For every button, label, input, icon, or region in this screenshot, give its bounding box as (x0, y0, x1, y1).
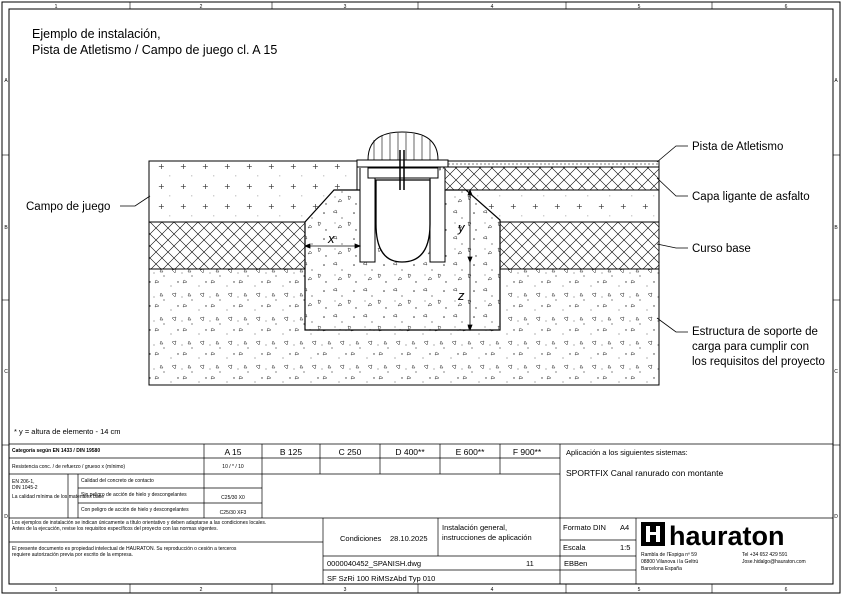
norm-label-1: EN 206-1, (12, 479, 35, 485)
sub-row-value: C25/30 X0 (221, 495, 245, 501)
description-line2: instrucciones de aplicación (442, 533, 532, 542)
row-letter: B (834, 225, 838, 231)
footnote: * y = altura de elemento - 14 cm (14, 427, 121, 436)
class-b125: B 125 (279, 447, 303, 457)
row-letter: B (4, 225, 8, 231)
sub-row-label: Con peligro de acción de hielo y descongelantes (81, 507, 189, 513)
col-num: 1 (54, 587, 58, 593)
description-line1: Instalación general, (442, 523, 508, 532)
col-num: 3 (343, 587, 347, 593)
company-name: hauraton (669, 521, 785, 551)
row-letter: C (4, 369, 8, 375)
col-num: 2 (199, 587, 203, 593)
channel-top-frame (368, 168, 438, 178)
callout-structure-line1: Estructura de soporte de (692, 326, 818, 338)
norm-label-2: DIN 1045-2 (12, 485, 38, 491)
strength-row-value: 10 / * / 10 (222, 464, 244, 470)
dim-x-label: x (328, 231, 335, 246)
row-letter: D (4, 514, 8, 520)
row-letter: A (4, 78, 8, 84)
disclaimer-line: Antes de la ejecución, revise los requisitos específicos del proyecto con las normas vigentes. (12, 526, 218, 532)
hauraton-logo (641, 521, 785, 551)
escala-label: Escala (563, 543, 586, 552)
col-num: 2 (199, 4, 203, 10)
col-num: 5 (637, 4, 641, 10)
date-value: 28.10.2025 (390, 534, 428, 543)
channel-invert (376, 180, 430, 262)
disclaimer-line: Los ejemplos de instalación se indican únicamente a título orientativo y deben adaptarse a las condiciones locales. (12, 520, 267, 526)
author: EBBen (564, 559, 588, 568)
class-e600: E 600** (455, 447, 485, 457)
drawing-title-line1: Ejemplo de instalación, (32, 27, 161, 41)
callout-structure-line2: carga para cumplir con (692, 341, 809, 353)
address-line: Barcelona España (641, 566, 682, 572)
formato-value: A4 (620, 523, 630, 532)
strength-row-label: Resistencia conc. / de refuerzo / grueso x (mínimo) (12, 464, 126, 470)
callout-asphalt-binder: Capa ligante de asfalto (692, 191, 810, 203)
dim-z-label: z (458, 288, 465, 303)
callout-base-course: Curso base (692, 243, 751, 255)
class-d400: D 400** (395, 447, 425, 457)
application-label: Aplicación a los siguientes sistemas: (566, 448, 688, 457)
cross-section (149, 132, 659, 385)
escala-value: 1:5 (620, 543, 631, 552)
part-number: SF SzRi 100 RiMSzAbd Typ 010 (327, 574, 436, 583)
disclaimer-line: requiere autorización previa por escrito de la empresa. (12, 552, 133, 558)
col-num: 6 (784, 4, 788, 10)
slot-grate (368, 132, 438, 160)
address-line: 08800 Vilanova i la Geltrú (641, 559, 699, 565)
disclaimer-line: El presente documento es propiedad intelectual de HAURATON. Su reproducción o cesión a terceros (12, 546, 237, 552)
callout-structure-line3: los requisitos del proyecto (692, 356, 825, 368)
callout-playing-field: Campo de juego (26, 201, 111, 213)
contact-line: Tel +34 652 429 591 (742, 552, 788, 558)
sheet-number: 11 (526, 559, 534, 568)
col-num: 3 (343, 4, 347, 10)
dim-y-label: y (458, 220, 465, 235)
row-letter: D (834, 514, 838, 520)
class-a15: A 15 (224, 447, 242, 457)
callout-athletics-track: Pista de Atletismo (692, 141, 784, 153)
condiciones-label: Condiciones (340, 534, 382, 543)
sub-row-label: Sin peligro de acción de hielo y descongelantes (81, 492, 187, 498)
application-system: SPORTFIX Canal ranurado con montante (566, 468, 724, 478)
sub-row-label: Calidad del concreto de contacto (81, 478, 154, 484)
filename: 0000040452_SPANISH.dwg (327, 559, 422, 568)
col-num: 1 (54, 4, 58, 10)
address-line: Rambla de l'Espiga nº 59 (641, 552, 697, 558)
category-header: Categoría según EN 1433 / DIN 19580 (12, 448, 101, 454)
formato-label: Formato DIN (563, 523, 606, 532)
min-quality-label: La calidad mínima de los materiales base (12, 494, 104, 500)
col-num: 5 (637, 587, 641, 593)
col-num: 4 (490, 4, 494, 10)
row-letter: A (834, 78, 838, 84)
asphalt-binder-layer (440, 167, 659, 190)
col-num: 6 (784, 587, 788, 593)
sub-row-value: C25/30 XF3 (219, 510, 247, 516)
contact-line: Jose.hidalgo@hauraton.com (742, 559, 806, 565)
class-f900: F 900** (512, 447, 542, 457)
row-letter: C (834, 369, 838, 375)
class-c250: C 250 (338, 447, 362, 457)
drawing-title-line2: Pista de Atletismo / Campo de juego cl. A 15 (32, 43, 278, 57)
col-num: 4 (490, 587, 494, 593)
